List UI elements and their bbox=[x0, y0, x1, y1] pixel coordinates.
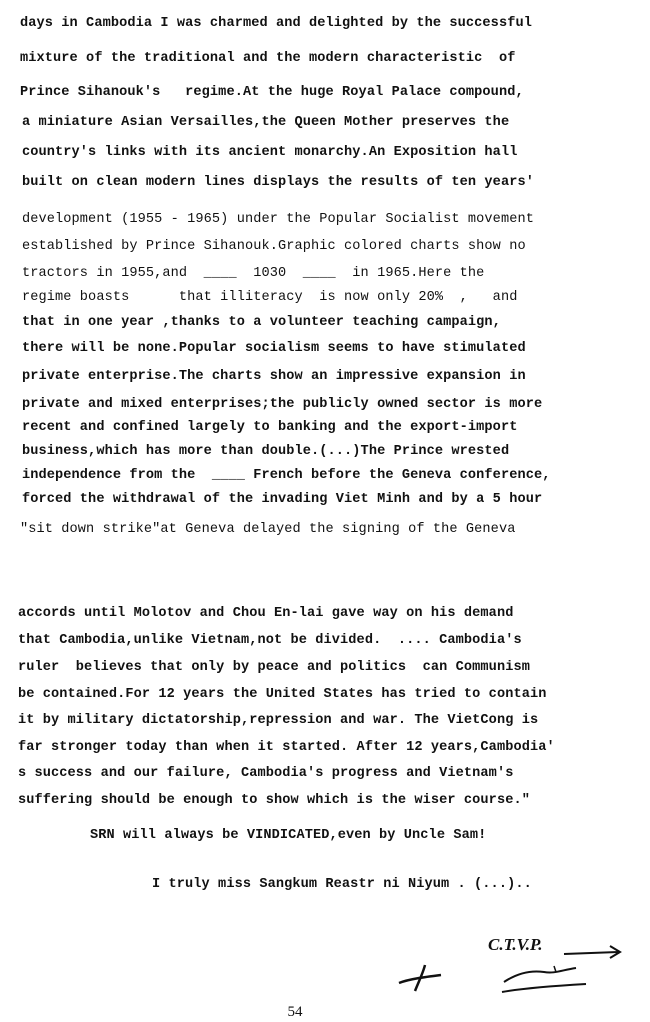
text-line: suffering should be enough to show which is the wiser course." bbox=[18, 793, 530, 808]
text-line: it by military dictatorship,repression and war. The VietCong is bbox=[18, 713, 539, 728]
text-line: "sit down strike"at Geneva delayed the signing of the Geneva bbox=[20, 522, 516, 537]
text-line: independence from the ____ French before the Geneva conference, bbox=[22, 468, 551, 483]
handwritten-mark-icon bbox=[395, 955, 455, 995]
text-line: recent and confined largely to banking and the export-import bbox=[22, 420, 518, 435]
signature-scribble-icon bbox=[496, 960, 596, 1000]
text-line: s success and our failure, Cambodia's progress and Vietnam's bbox=[18, 766, 514, 781]
text-line: days in Cambodia I was charmed and delighted by the successful bbox=[20, 16, 532, 31]
text-line: private and mixed enterprises;the publicly owned sector is more bbox=[22, 397, 543, 412]
text-line: regime boasts that illiteracy is now only 20% , and bbox=[22, 290, 518, 305]
text-line: established by Prince Sihanouk.Graphic colored charts show no bbox=[22, 239, 526, 254]
text-line: development (1955 - 1965) under the Popular Socialist movement bbox=[22, 212, 534, 227]
text-line: a miniature Asian Versailles,the Queen Mother preserves the bbox=[22, 115, 510, 130]
text-line: private enterprise.The charts show an impressive expansion in bbox=[22, 369, 526, 384]
page-number: 54 bbox=[287, 1004, 303, 1020]
text-line: Prince Sihanouk's regime.At the huge Royal Palace compound, bbox=[20, 85, 524, 100]
text-line: business,which has more than double.(...)The Prince wrested bbox=[22, 444, 510, 459]
text-line: accords until Molotov and Chou En-lai gave way on his demand bbox=[18, 606, 514, 621]
text-line: that in one year ,thanks to a volunteer teaching campaign, bbox=[22, 315, 501, 330]
closing-line-sangkum: I truly miss Sangkum Reastr ni Niyum . (...).. bbox=[152, 877, 532, 892]
text-line: country's links with its ancient monarchy.An Exposition hall bbox=[22, 145, 518, 160]
signature-initials: C.T.V.P. bbox=[488, 935, 543, 954]
closing-line-vindicated: SRN will always be VINDICATED,even by Uncle Sam! bbox=[90, 828, 487, 843]
text-line: ruler believes that only by peace and politics can Communism bbox=[18, 660, 530, 675]
text-line: tractors in 1955,and ____ 1030 ____ in 1965.Here the bbox=[22, 266, 485, 281]
text-line: there will be none.Popular socialism seems to have stimulated bbox=[22, 341, 526, 356]
text-line: forced the withdrawal of the invading Viet Minh and by a 5 hour bbox=[22, 492, 543, 507]
text-line: mixture of the traditional and the modern characteristic of bbox=[20, 51, 516, 66]
text-line: that Cambodia,unlike Vietnam,not be divided. .... Cambodia's bbox=[18, 633, 522, 648]
text-line: built on clean modern lines displays the results of ten years' bbox=[22, 175, 534, 190]
text-line: be contained.For 12 years the United States has tried to contain bbox=[18, 687, 547, 702]
text-line: far stronger today than when it started. After 12 years,Cambodia' bbox=[18, 740, 555, 755]
arrow-icon bbox=[560, 942, 630, 962]
